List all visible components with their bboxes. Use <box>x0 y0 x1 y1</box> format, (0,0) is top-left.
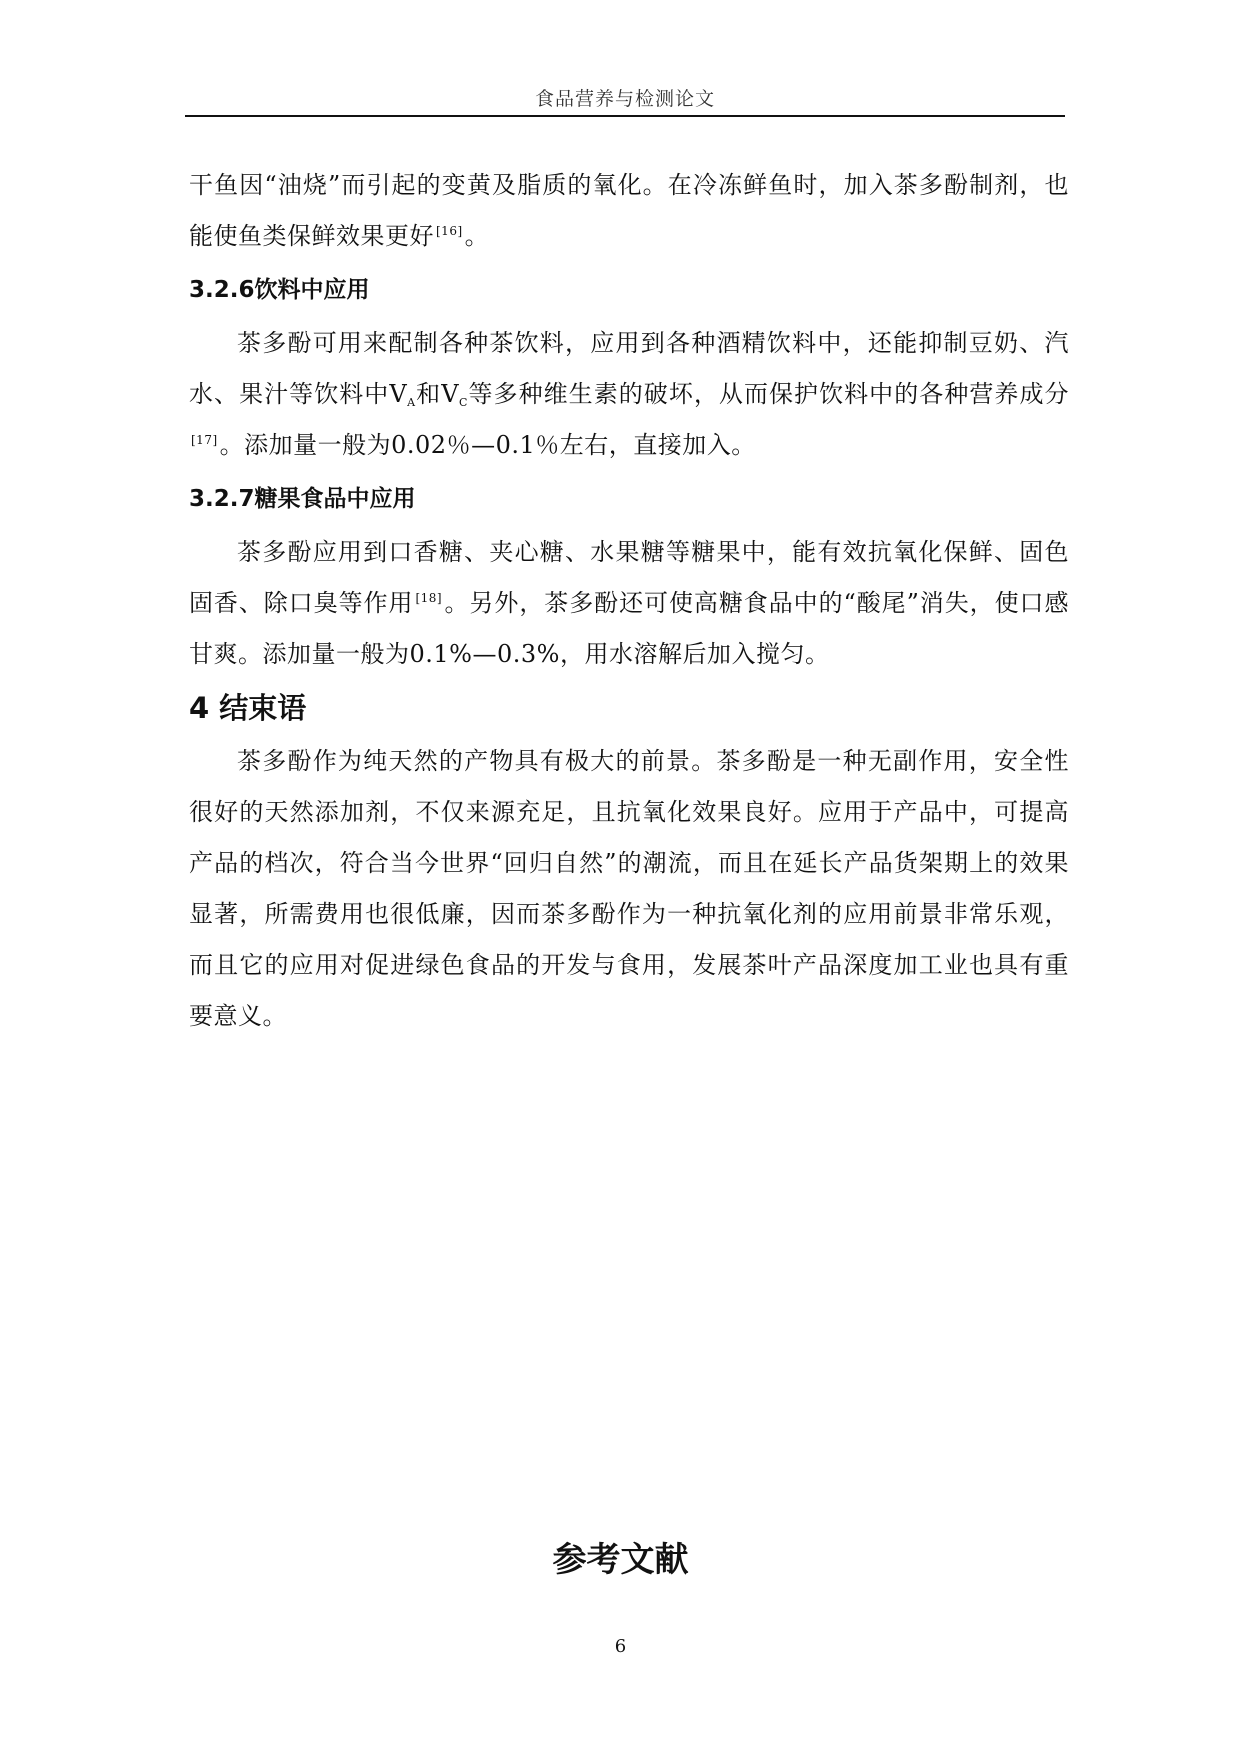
paragraph-beverage <box>189 318 1069 471</box>
paragraph-text: 。 <box>464 222 490 250</box>
citation-ref: [17] <box>191 433 218 447</box>
running-header: 食品营养与检测论文 <box>534 88 715 110</box>
paragraph-text: 茶多酚应用到口香糖、夹心糖、水果糖等糖果中，能有效抗氧化保鲜、固色固香、除口臭等作用 <box>189 538 1069 617</box>
paragraph-intro <box>189 160 1069 262</box>
section-heading-3-2-6: 3.2.6饮料中应用 <box>189 277 370 303</box>
citation-ref: [16] <box>436 224 463 238</box>
header-rule <box>185 115 1065 117</box>
subscript: A <box>407 396 416 409</box>
paragraph-text: 干鱼因“油烧”而引起的变黄及脂质的氧化。在冷冻鲜鱼时，加入茶多酚制剂，也能使鱼类保鲜效果更好 <box>189 171 1069 250</box>
page-content <box>189 160 1069 1042</box>
section-heading-4: 4 结束语 <box>189 691 307 725</box>
references-title: 参考文献 <box>552 1540 689 1580</box>
citation-ref: [18] <box>415 591 443 605</box>
paragraph-candy <box>189 527 1069 680</box>
paragraph-text: 和V <box>415 380 460 408</box>
paragraph-text: 茶多酚可用来配制各种茶饮料，应用到各种酒精饮料中，还能抑制豆奶、汽水、果汁等饮料中V <box>189 329 1069 408</box>
section-heading-3-2-7: 3.2.7糖果食品中应用 <box>189 486 416 512</box>
paragraph-text: 。添加量一般为0.02％—0.1％左右，直接加入。 <box>219 431 756 459</box>
subscript: C <box>459 396 468 409</box>
paragraph-text: 。另外，茶多酚还可使高糖食品中的“酸尾”消失，使口感甘爽。添加量一般为0.1%—0.3%，用水溶解后加入搅匀。 <box>189 589 1069 668</box>
page-number: 6 <box>614 1636 627 1657</box>
paragraph-conclusion: 茶多酚作为纯天然的产物具有极大的前景。茶多酚是一种无副作用，安全性很好的天然添加剂，不仅来源充足，且抗氧化效果良好。应用于产品中，可提高产品的档次，符合当今世界“回归自然”的潮流，而且在延长产品货架期上的效果显著，所需费用也很低廉，因而茶多酚作为一种抗氧化剂的应用前景非常乐观，而且它的应用对促进绿色食品的开发与食用，发展茶叶产品深度加工业也具有重要意义。 <box>189 747 1069 1030</box>
paragraph-text: 等多种维生素的破坏，从而保护饮料中的各种营养成分 <box>467 380 1069 408</box>
